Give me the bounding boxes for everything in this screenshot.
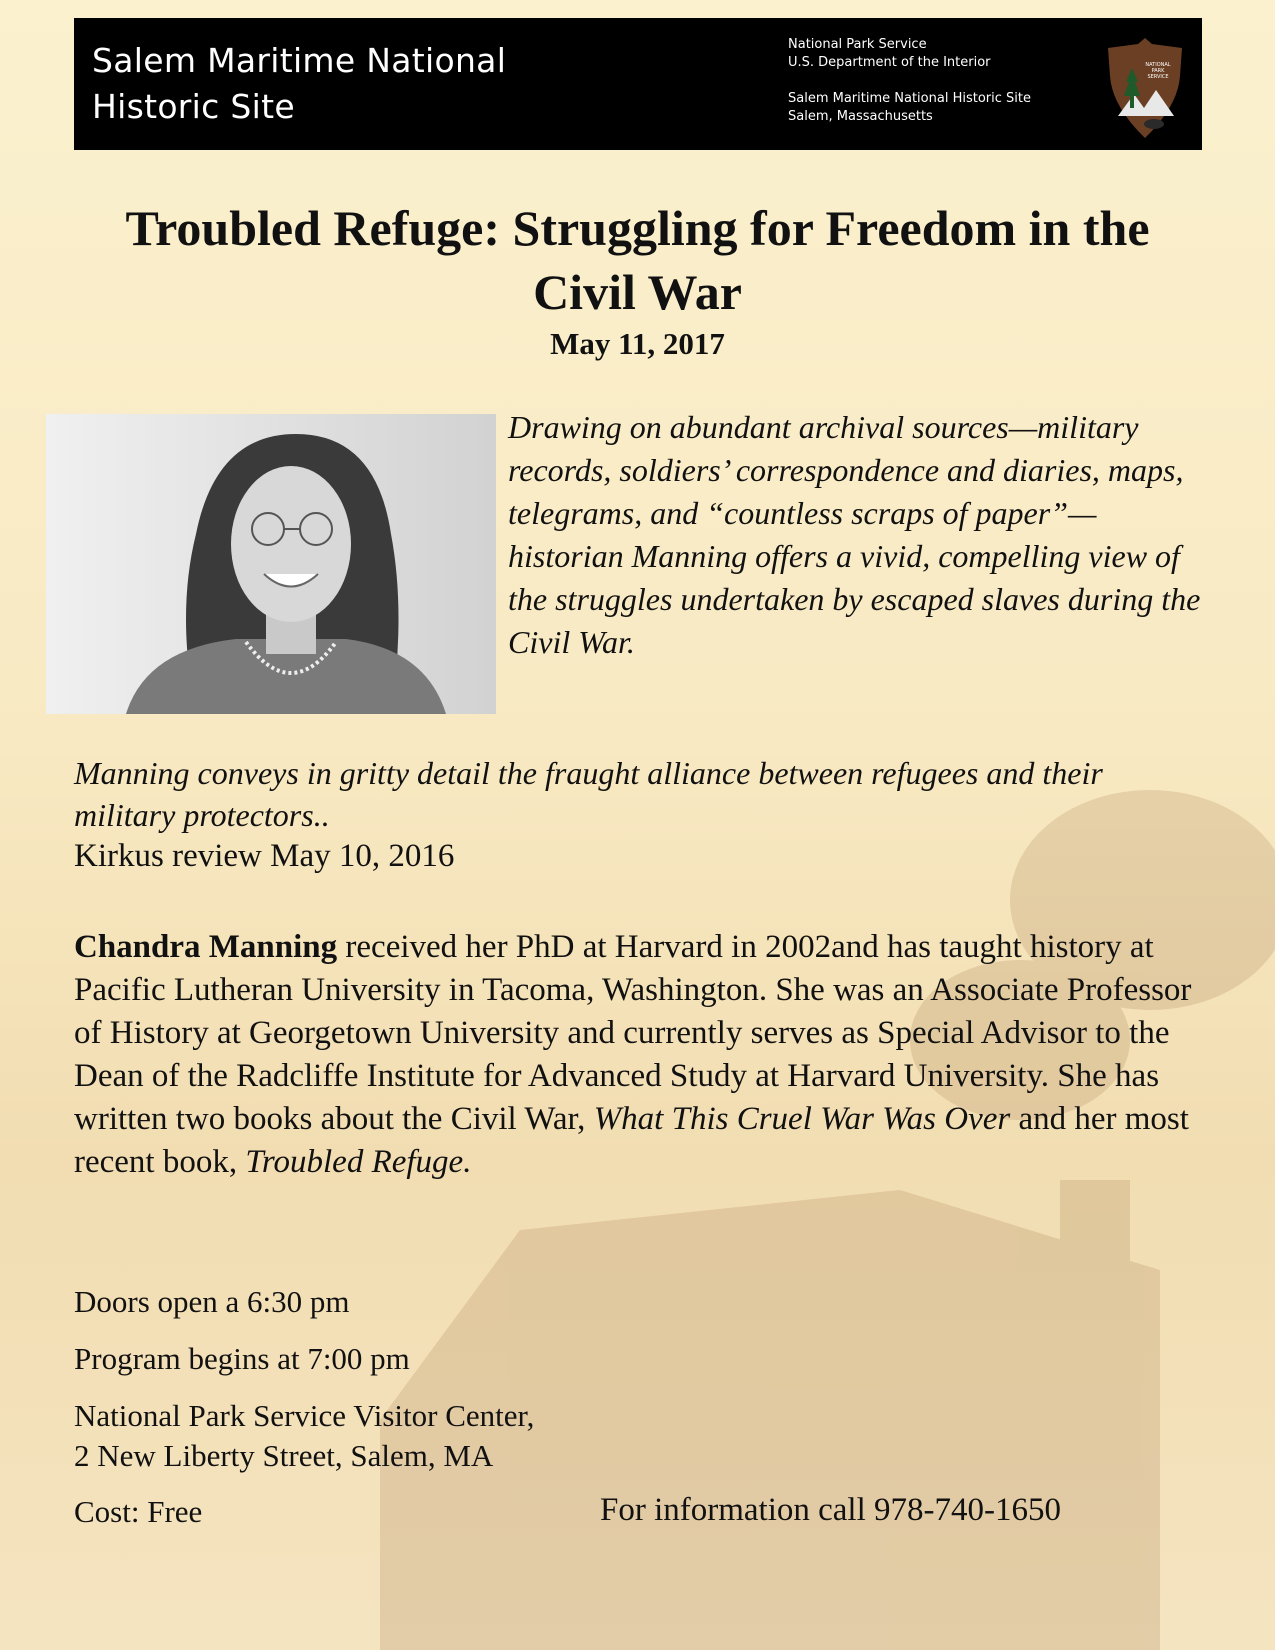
cost-value: Free (139, 1494, 203, 1529)
venue-line1: National Park Service Visitor Center, (74, 1398, 535, 1433)
cost-label: Cost: (74, 1494, 140, 1529)
site-name-line2: Historic Site (92, 87, 295, 126)
site-header-banner (74, 18, 1202, 150)
program-start-time: Program begins at 7:00 pm (74, 1341, 410, 1376)
book-title-1: What This Cruel War Was Over (593, 1101, 1011, 1137)
review-quote-continued: Manning conveys in gritty detail the fraught alliance between refugees and their military protectors.. (74, 755, 1103, 833)
site-name-line1: Salem Maritime National (92, 41, 507, 80)
nps-arrowhead-logo-icon (1104, 36, 1186, 140)
contact-phone: For information call 978-740-1650 (600, 1492, 1062, 1528)
site-name-heading (92, 38, 506, 130)
agency-info (788, 36, 1031, 126)
event-title: Troubled Refuge: Struggling for Freedom in the Civil War (125, 200, 1150, 320)
review-source: Kirkus review May 10, 2016 (74, 838, 455, 874)
event-date: May 11, 2017 (550, 326, 725, 361)
bio-text-1: received her PhD at Harvard in 2002and has taught history at Pacific Lutheran University in Tacoma, Washington. She was an Associate Professor of History at Georgetown University and currently serves as Special Advisor to the Dean of the Radcliffe Institute for Advanced Study at Harvard University. She has written two books about the Civil War, (74, 929, 1192, 1137)
venue-address (74, 1396, 534, 1476)
cost-info (74, 1492, 202, 1532)
agency-name: National Park Service (788, 37, 927, 52)
speaker-name: Chandra Manning (74, 929, 338, 965)
svg-text:SERVICE: SERVICE (1147, 74, 1169, 80)
bio-text-2: and her most recent book, (74, 1101, 1189, 1180)
site-location: Salem, Massachusetts (788, 109, 933, 124)
svg-text:NATIONAL: NATIONAL (1145, 62, 1171, 68)
speaker-bio (74, 926, 1214, 1184)
doors-open-time: Doors open a 6:30 pm (74, 1284, 350, 1319)
speaker-portrait-photo (46, 414, 496, 714)
site-full-name: Salem Maritime National Historic Site (788, 91, 1031, 106)
svg-text:PARK: PARK (1151, 68, 1165, 74)
venue-line2: 2 New Liberty Street, Salem, MA (74, 1438, 494, 1473)
review-quote-intro: Drawing on abundant archival sources—military records, soldiers’ correspondence and diaries, maps, telegrams, and “countless scraps of paper”—historian Manning offers a vivid, compelling view of the struggles undertaken by escaped slaves during the Civil War. (508, 409, 1201, 660)
department-name: U.S. Department of the Interior (788, 55, 991, 70)
book-title-2: Troubled Refuge. (245, 1144, 472, 1180)
